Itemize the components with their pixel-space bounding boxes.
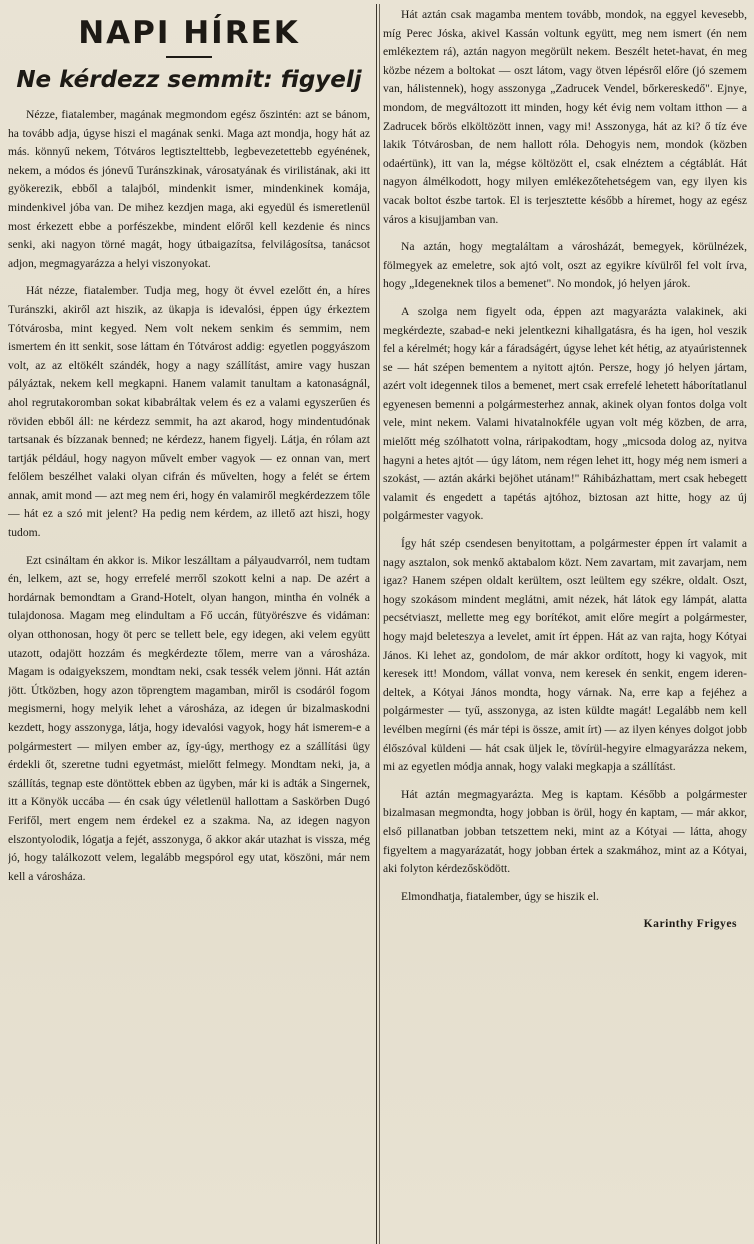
right-column <box>383 6 747 1240</box>
article-title: Ne kérdezz semmit: figyelj <box>16 67 362 93</box>
article-paragraph: Ezt csináltam én akkor is. Mikor leszálltam a pályaudvarról, nem tudtam én, lelkem, azt se, hogy errefelé merről szokott kelni a nap. De azért a hordárnak bemondtam a Grand-Hotelt, olyan hangon, mintha én volnék a tulajdonosa. Magam meg elindultam a Fő uccán, fütyörészve és vidáman: olyan otthonosan, hogy öt perc se tellett bele, egy idegen, aki velem együtt utazott, odajött hozzám és megkérdezte tőlem, merre van a városháza. Magam is odaigyekszem, mondtam neki, csak tessék velem jönni. Hát aztán jött. Útközben, hogy azon töprengtem magamban, miről is csodáról fogom megismerni, hogy melyik lehet a városháza, az idegen úr bizalmaskodni kezdett, hogy asszonyga, látja, hogy idevalósi vagyok, hogy hát ismerem-e a polgármestert — milyen ember az, így-úgy, merthogy ez a szállítási ügy érdekli őt, szeretne tudni egyetmást, mielőtt felmegy. Mondtam neki, ja, a szállítás, tegnap este döntöttek ebben az ügyben, már ki is adták a Singernek, itt a Könyök uccába — én csak úgy véletlenül hallottam a Saskörben Dugó Ferifől, mert engem nem érdekel ez a szakma. Na, az idegen nagyon elszontyolodik, lógatja a fejét, asszonyga, ő akkor akár utazhat is vissza, még jó, hogy találkozott velem, legalább megspórol egy utat, köszöni, már nem kell a városháza. <box>8 553 370 883</box>
article-paragraph: Nézze, fiatalember, magának megmondom egész őszintén: azt se bánom, ha tovább adja, úgyse hiszi el magának senki. Maga azt mondja, hogy hát az más. könnyű nekem, Tótváros legtisztelttebb, legbevezetettebb egyénének, nekem, a módos és jónevű Turánszkinak, városatyának és virilistának, aki itt gyökerezik, ebből a talajból, mindenkit ismer, mindenkinek komája, mindenkivel jóba van. De mihez kezdjen maga, aki egyedül és ismeretlenül most érkezett ebbe a porfészekbe, mindent előről kell kezdenie és nincs senki, aki nagyon törné magát, hogy útbaigazítsa, felvilágosítsa, tanácsot adjon, megmagyarázza a helyi viszonyokat. <box>8 108 370 270</box>
article-paragraph: Elmondhatja, fiatalember, úgy se hiszik el. <box>401 889 599 903</box>
left-column <box>8 6 370 1240</box>
author-signature: Karinthy Frigyes <box>643 917 737 931</box>
article-paragraph: Na aztán, hogy megtaláltam a városházát, bemegyek, körülnézek, fölmegyek az emeletre, sok ajtó volt, oszt az egyikre kívülről fel volt írva, hogy „Idegeneknek tilos a bemenet". No mondok, jó helyen járok. <box>383 240 747 291</box>
section-headline: NAPI HÍREK <box>78 15 300 51</box>
column-divider-inner <box>379 4 380 1244</box>
column-divider <box>376 4 377 1244</box>
article-paragraph: Így hát szép csendesen benyitottam, a polgármester éppen írt valamit a nagy asztalon, sok menkő aktabalom közt. Nem zavartam, mit zavarjam, nem igaz? Hanem szépen oldalt kerültem, oszt leültem egy székre, oldalt. Oszt, hogy szokásom mindent meglátni, amit nézek, hát látok egy lámpát, alatta pecsétviaszt, mellette meg egy borítékot, amit előre megírt a polgármester, hogy majd beleteszya a levelet, amit írt éppen. Hát az van rajta, hogy Kótyai János. Ki lehet az, gondolom, de már akkor ordított, hogy ki vagyok, mit keresek itt! Mondom, vállat vonva, nem keresek én senkit, engem iderendeltek, a Kótyai János mondta, hogy várnak. Na, erre kap a fejéhez a polgármester — tyű, asszonyga, az isten küldte magát! Legalább nem kell levélben megírni (és már tépi is össze, amit írt) — az ilyen kényes dolgot jobb élőszóval küldeni — hát csak üljek le, tövírül-hegyire elmagyarázza nekem, mi az egyetlen módja annak, hogy valaki megkapja a szállítást. <box>383 537 747 774</box>
article-paragraph: A szolga nem figyelt oda, éppen azt magyarázta valakinek, aki megkérdezte, szabad-e neki jelentkezni kihallgatásra, és ha igen, hol veszik fel a kérelmét; hogy kár a fáradságért, úgyse lehet két hétig, az atyaúristennek se — hát szépen bementem a nyitott ajtón. Persze, hogy jó helyen jártam, azért volt idegennek tilos a bemenet, mert csak errefelé lehetett háborítatlanul egyenesen bemenni a polgármesterhez annak, akinek olyan fontos dolga volt vele, mint nekem. Valami hivatalnokféle ugyan volt még közben, de arra, mielőtt még szólhatott volna, ráripakodtam, hogy „micsoda dolog az, nyitva hagyni a hetes ajtót — úgy látom, nem régen lehet itt, hogy még nem ismeri a szokást, — aztán akárki bejöhet utánam!" Ráhibázhattam, mert csak hebegett valamit és engedett a tapétás ajtóhoz, biztosan azt hitte, hogy az új polgármester vagyok. <box>383 304 747 523</box>
article-paragraph: Hát aztán megmagyarázta. Meg is kaptam. Később a polgármester bizalmasan megmondta, hogy jobban is örül, hogy én kaptam, — már akkor, első pillanatban jobban tetszettem neki, mint az a Kótyai — látta, ahogy figyeltem a magyarázatát, hogy jobban értek a szakmához, mint az a Kótyai, aki folyton kérdezősködött. <box>383 787 747 876</box>
article-paragraph: Hát aztán csak magamba mentem tovább, mondok, na eggyel kevesebb, míg Perec Jóska, akivel Kassán voltunk együtt, meg nem ismert (én nem emlékeztem rá), aztán nagyon megörült nekem. Beszélt hetet-havat, én meg közbe nézem a boltokat — oszt látom, vagy ötven lépésről előre (jó szemem van, hálistennek), hogy asszonyga „Zadrucek Vendel, bőrkereskedő". Ejnye, mondom, de megváltozott itt minden, hogy két évig nem voltam itthon — a Zadrucek bőrös elköltözött innen, vagy mi! Asszonyga, hát az ki? ő tíz éve lakik Tótvárosban, de nem hallott róla. Dehogyis nem, mondok (közben odaértünk), itt van la, mégse költözött el, csak elnéztem a cégtáblát. Hát nagyon álmélkodott, hogy milyen emlékezőtehetségem van, egy ilyen kis vacak boltot észbe tartok. El is terjesztette később a híremet, hogy az egész város a kisujjamban van. <box>383 8 747 226</box>
article-paragraph: Hát nézze, fiatalember. Tudja meg, hogy öt évvel ezelőtt én, a híres Turánszki, akiről azt hiszik, az ükapja is idevalósi, éppen úgy érkeztem Tótvárosba, mint kegyed. Nem volt nekem senkim és semmim, nem ismertem én itt senkit, sose láttam én Tótvárost addig: egyetlen poggyászom volt, az az eltökélt szándék, hogy a nagy szállítást, amire vagy huszan pályáztak, nekem kell megkapni. Hanem valamit tanultam a katonaságnál, ahol regrutakoromban sokat kibabráltak velem és ez a valami egyszerűen és röviden ebből áll: ne kérdezz semmit, ha azt akarod, hogy mindentudónak tartsanak és bízzanak benned; ne kérdezz, hanem figyelj. Látja, én rólam azt tartják például, hogy nagyon művelt ember vagyok — ez onnan van, mert felőlem beszélhet valaki olyan cifrán és művelten, hogy a felét se értem annak, amit mond — azt meg nem éri, hogy én valamiről megkérdezzem tőle — hát ez a szó mit jelent? Ha pedig nem kérdem, az illető azt hiszi, hogy tudom. <box>8 284 370 540</box>
headline-rule <box>166 56 212 58</box>
